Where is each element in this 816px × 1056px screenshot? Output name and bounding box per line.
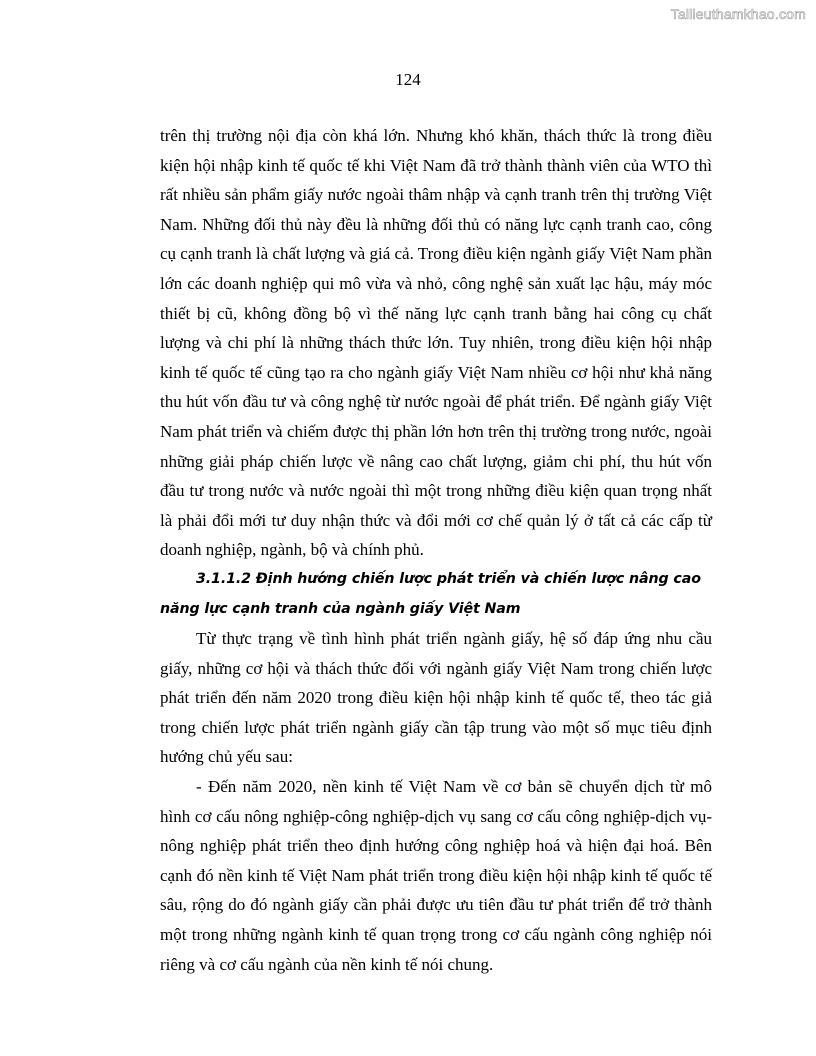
paragraph-continuation: trên thị trường nội địa còn khá lớn. Nhưng khó khăn, thách thức là trong điều kiện hội nhập kinh tế quốc tế khi Việt Nam đã trở thành thành viên của WTO thì rất nhiều sản phẩm giấy nước ngoài thâm nhập và cạnh tranh trên thị trường Việt Nam. Những đối thủ này đều là những đối thủ có năng lực cạnh tranh cao, công cụ cạnh tranh là chất lượng và giá cả. Trong điều kiện ngành giấy Việt Nam phần lớn các doanh nghiệp qui mô vừa và nhỏ, công nghệ sản xuất lạc hậu, máy móc thiết bị cũ, không đồng bộ vì thế năng lực cạnh tranh bằng hai công cụ chất lượng và chi phí là những thách thức lớn. Tuy nhiên, trong điều kiện hội nhập kinh tế quốc tế cũng tạo ra cho ngành giấy Việt Nam nhiều cơ hội như khả năng thu hút vốn đầu tư và công nghệ từ nước ngoài để phát triển. Để ngành giấy Việt Nam phát triển và chiếm được thị phần lớn hơn trên thị trường trong nước, ngoài những giải pháp chiến lược về nâng cao chất lượng, giảm chi phí, thu hút vốn đầu tư trong nước và nước ngoài thì một trong những điều kiện quan trọng nhất là phải đổi mới tư duy nhận thức và đổi mới cơ chế quản lý ở tất cả các cấp từ doanh nghiệp, ngành, bộ và chính phủ. <box>160 126 712 560</box>
section-heading: 3.1.1.2 Định hướng chiến lược phát triển và chiến lược nâng cao năng lực cạnh tranh của ngành giấy Việt Nam <box>160 570 701 617</box>
paragraph-bullet: - Đến năm 2020, nền kinh tế Việt Nam về cơ bản sẽ chuyển dịch từ mô hình cơ cấu nông nghiệp-công nghiệp-dịch vụ sang cơ cấu công nghiệp-dịch vụ-nông nghiệp phát triển theo định hướng công nghiệp hoá và hiện đại hoá. Bên cạnh đó nền kinh tế Việt Nam phát triển trong điều kiện hội nhập kinh tế quốc tế sâu, rộng do đó ngành giấy cần phải được ưu tiên đầu tư phát triển để trở thành một trong những ngành kinh tế quan trọng trong cơ cấu ngành công nghiệp nói riêng và cơ cấu ngành của nền kinh tế nói chung. <box>160 777 712 974</box>
watermark: Tailieuthamkhao.com <box>670 6 806 22</box>
page-body <box>160 121 712 979</box>
page-number: 124 <box>395 70 421 89</box>
paragraph-intro: Từ thực trạng về tình hình phát triển ngành giấy, hệ số đáp ứng nhu cầu giấy, những cơ hội và thách thức đối với ngành giấy Việt Nam trong chiến lược phát triển đến năm 2020 trong điều kiện hội nhập kinh tế quốc tế, theo tác giả trong chiến lược phát triển ngành giấy cần tập trung vào một số mục tiêu định hướng chủ yếu sau: <box>160 629 712 767</box>
